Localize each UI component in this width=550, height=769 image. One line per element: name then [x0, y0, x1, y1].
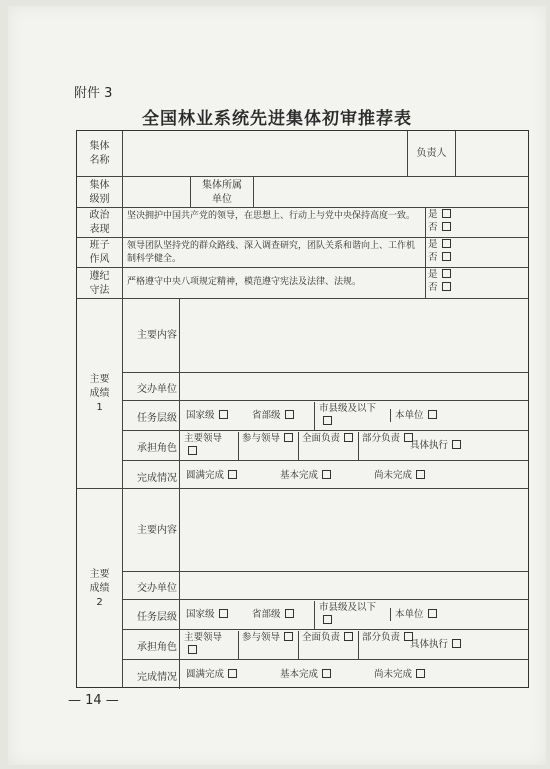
option-own-unit[interactable]: 本单位 [390, 409, 437, 422]
document-page [8, 6, 546, 765]
label-role: 承担角色 [137, 642, 177, 653]
option-partial-responsibility[interactable]: 部分负责 [358, 631, 414, 660]
checkbox-national[interactable] [219, 410, 228, 419]
checkbox-provincial[interactable] [285, 410, 294, 419]
input-main-content[interactable] [179, 489, 528, 571]
checkbox-main-leader[interactable] [188, 645, 197, 654]
input-person-in-charge[interactable] [455, 131, 530, 176]
option-main-leader[interactable]: 主要领导 [184, 631, 234, 657]
text-team-style: 领导团队坚持党的群众路线、深入调查研究，团队关系和谐向上、工作机制科学健全。 [122, 238, 425, 268]
option-participating-leader[interactable]: 参与领导 [238, 432, 294, 461]
label-team-style: 班子作风 [89, 240, 110, 265]
label-achievement-2: 主要成绩 2 [89, 568, 110, 608]
label-achievement-1: 主要成绩 1 [89, 374, 110, 413]
checkbox-not-completed[interactable] [416, 669, 425, 678]
page-number: — 14 — [68, 693, 119, 708]
checkbox-city-county[interactable] [323, 615, 332, 624]
label-task-level: 任务层级 [137, 413, 177, 424]
option-participating-leader[interactable]: 参与领导 [238, 631, 294, 660]
option-yes[interactable]: 是 [428, 238, 528, 251]
text-political-performance: 坚决拥护中国共产党的领导，在思想上、行动上与党中央保持高度一致。 [122, 208, 425, 238]
option-city-county[interactable]: 市县级及以下 [314, 402, 387, 431]
input-assigning-unit[interactable] [179, 572, 528, 600]
label-main-content: 主要内容 [137, 330, 177, 341]
option-not-completed[interactable]: 尚未完成 [374, 668, 425, 681]
option-national[interactable]: 国家级 [186, 608, 228, 621]
row-law-abiding [77, 267, 528, 299]
checkbox-yes[interactable] [442, 209, 451, 218]
input-assigning-unit[interactable] [179, 373, 528, 401]
label-role: 承担角色 [137, 443, 177, 454]
checkbox-main-leader[interactable] [188, 446, 197, 455]
checkbox-own-unit[interactable] [428, 410, 437, 419]
row-collective-level [77, 176, 528, 208]
label-completion: 完成情况 [137, 473, 177, 484]
option-provincial[interactable]: 省部级 [252, 608, 294, 621]
checkbox-fully-completed[interactable] [228, 470, 237, 479]
checkbox-full-responsibility[interactable] [344, 632, 353, 641]
option-fully-completed[interactable]: 圆满完成 [186, 668, 237, 681]
recommendation-form-table [76, 130, 529, 688]
option-national[interactable]: 国家级 [186, 409, 228, 422]
annex-label: 附件 3 [74, 86, 113, 101]
option-execution[interactable]: 具体执行 [410, 638, 461, 651]
row-collective-name [77, 131, 528, 176]
label-law-abiding: 遵纪守法 [89, 270, 110, 296]
option-execution[interactable]: 具体执行 [410, 439, 461, 452]
label-affiliated-unit: 集体所属单位 [202, 179, 242, 205]
label-political-performance: 政治表现 [89, 210, 110, 235]
option-yes[interactable]: 是 [428, 208, 528, 221]
option-partial-responsibility[interactable]: 部分负责 [358, 432, 414, 461]
checkbox-national[interactable] [219, 609, 228, 618]
option-no[interactable]: 否 [428, 251, 528, 264]
checkbox-basically-completed[interactable] [322, 470, 331, 479]
achievement-block-1 [77, 298, 528, 489]
label-main-content: 主要内容 [137, 525, 177, 536]
label-task-level: 任务层级 [137, 612, 177, 623]
checkbox-no[interactable] [442, 282, 451, 291]
checkbox-not-completed[interactable] [416, 470, 425, 479]
checkbox-own-unit[interactable] [428, 609, 437, 618]
label-completion: 完成情况 [137, 672, 177, 683]
option-fully-completed[interactable]: 圆满完成 [186, 469, 237, 482]
checkbox-yes[interactable] [442, 239, 451, 248]
option-basically-completed[interactable]: 基本完成 [280, 469, 331, 482]
option-full-responsibility[interactable]: 全面负责 [298, 631, 354, 660]
checkbox-full-responsibility[interactable] [344, 433, 353, 442]
checkbox-execution[interactable] [452, 440, 461, 449]
row-political-performance [77, 207, 528, 238]
checkbox-execution[interactable] [452, 639, 461, 648]
input-main-content[interactable] [179, 299, 528, 372]
checkbox-participating-leader[interactable] [284, 433, 293, 442]
option-yes[interactable]: 是 [428, 268, 528, 281]
label-collective-level: 集体级别 [89, 179, 110, 205]
checkbox-provincial[interactable] [285, 609, 294, 618]
form-title: 全国林业系统先进集体初审推荐表 [142, 109, 412, 129]
label-assigning-unit: 交办单位 [137, 583, 177, 594]
text-law-abiding: 严格遵守中央八项规定精神，模范遵守宪法及法律、法规。 [122, 268, 425, 299]
label-person-in-charge: 负责人 [416, 147, 447, 159]
input-collective-name[interactable] [122, 131, 407, 176]
label-collective-name: 集体名称 [89, 140, 110, 166]
option-basically-completed[interactable]: 基本完成 [280, 668, 331, 681]
input-collective-level[interactable] [122, 177, 190, 208]
option-no[interactable]: 否 [428, 281, 528, 294]
option-provincial[interactable]: 省部级 [252, 409, 294, 422]
checkbox-basically-completed[interactable] [322, 669, 331, 678]
checkbox-city-county[interactable] [323, 416, 332, 425]
option-full-responsibility[interactable]: 全面负责 [298, 432, 354, 461]
option-own-unit[interactable]: 本单位 [390, 608, 437, 621]
input-affiliated-unit[interactable] [253, 177, 530, 208]
achievement-block-2 [77, 488, 528, 688]
checkbox-yes[interactable] [442, 269, 451, 278]
option-no[interactable]: 否 [428, 221, 528, 234]
option-main-leader[interactable]: 主要领导 [184, 432, 234, 458]
option-not-completed[interactable]: 尚未完成 [374, 469, 425, 482]
checkbox-no[interactable] [442, 222, 451, 231]
checkbox-participating-leader[interactable] [284, 632, 293, 641]
row-team-style [77, 237, 528, 268]
label-assigning-unit: 交办单位 [137, 384, 177, 395]
checkbox-no[interactable] [442, 252, 451, 261]
checkbox-fully-completed[interactable] [228, 669, 237, 678]
option-city-county[interactable]: 市县级及以下 [314, 601, 387, 630]
